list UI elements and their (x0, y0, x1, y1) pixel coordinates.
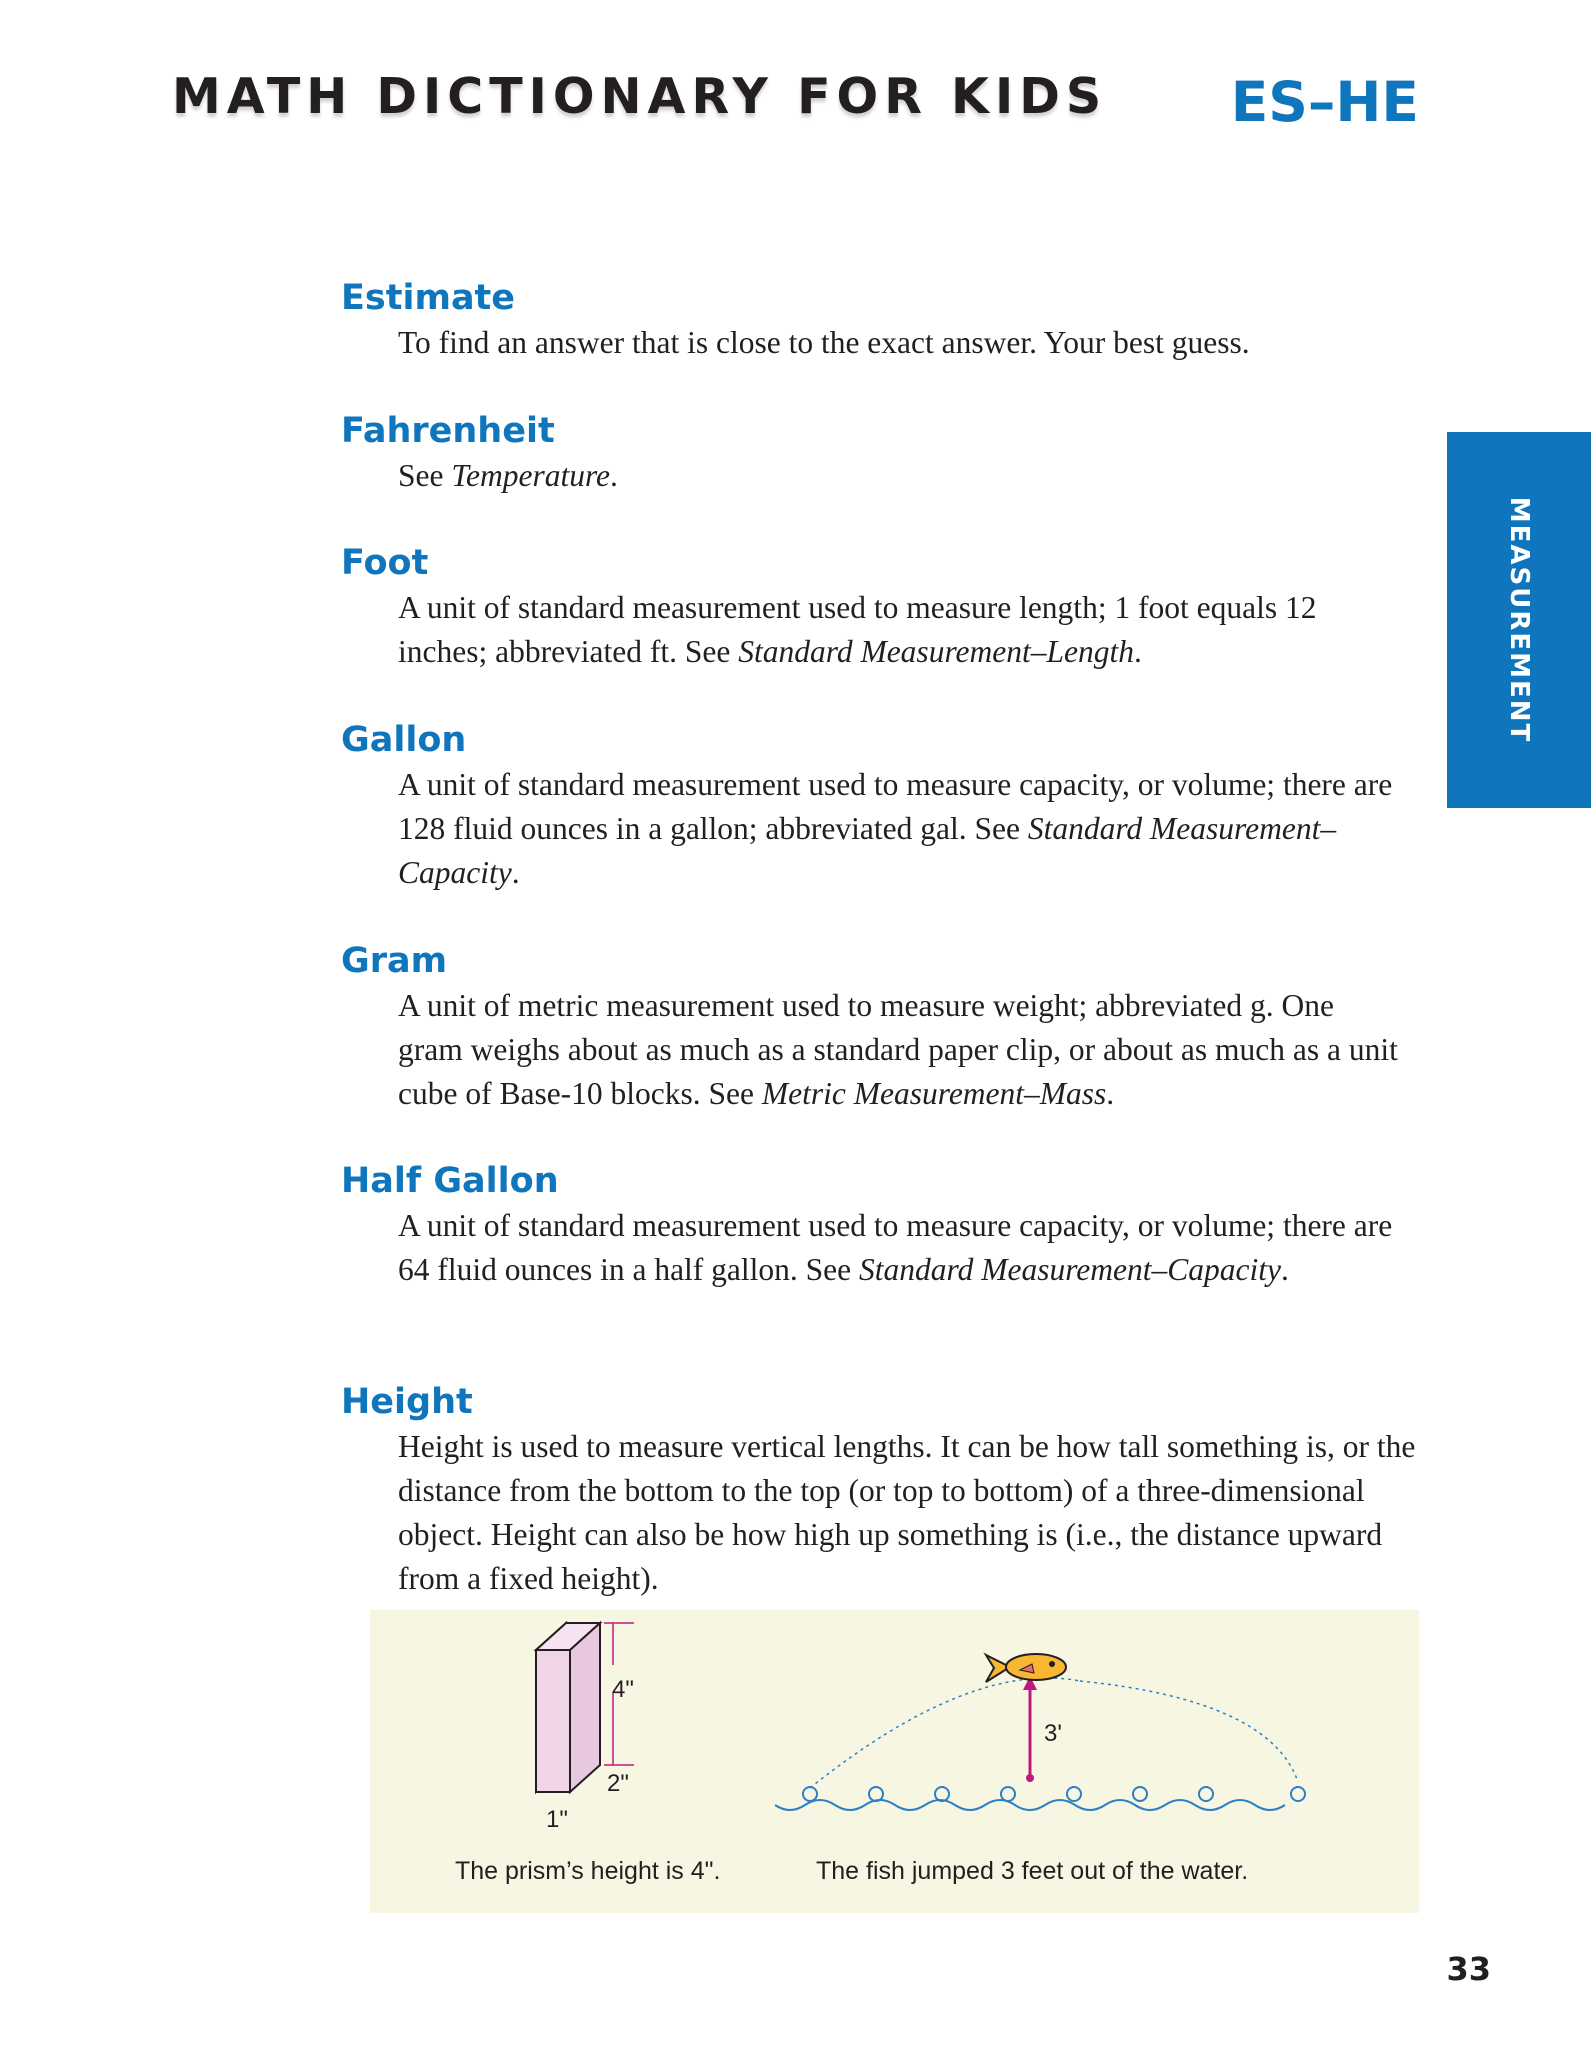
prism-figure (536, 1623, 634, 1792)
cross-reference: Standard Measurement–Capacity (859, 1252, 1281, 1287)
entry-term: Fahrenheit (341, 411, 555, 451)
fish-caption: The fish jumped 3 feet out of the water. (816, 1857, 1249, 1885)
prism-width-label: 1" (546, 1806, 568, 1833)
section-tab (1447, 432, 1591, 808)
cross-reference: Metric Measurement–Mass (761, 1076, 1107, 1111)
entry-definition: A unit of standard measurement used to measure length; 1 foot equals 12 inches; abbreviated ft. See Standard Measurement–Length. (398, 590, 1317, 669)
entry-gallon (341, 717, 1421, 895)
fish-jump-label: 3' (1044, 1720, 1062, 1747)
entry-term: Estimate (341, 278, 516, 318)
height-illustration (370, 1610, 1419, 1913)
entry-term: Gallon (341, 720, 467, 760)
entry-term: Height (341, 1382, 473, 1422)
prism-caption: The prism’s height is 4". (455, 1857, 721, 1885)
jump-height-arrow (1023, 1676, 1037, 1782)
prism-height-label: 4" (612, 1676, 634, 1703)
entry-definition: To find an answer that is close to the exact answer. Your best guess. (398, 325, 1250, 360)
entry-range: ES–HE (1230, 70, 1419, 134)
entry-definition: A unit of metric measurement used to measure weight; abbreviated g. One gram weighs about as much as a standard paper clip, or about as much as a unit cube of Base-10 blocks. See Metric Measurement–Mass. (398, 988, 1398, 1111)
entry-height (341, 1379, 1421, 1601)
water-waves (775, 1787, 1305, 1810)
fish-icon (986, 1654, 1066, 1682)
prism-depth-label: 2" (607, 1770, 629, 1797)
entry-gram (341, 938, 1421, 1116)
entry-term: Half Gallon (341, 1161, 559, 1201)
section-tab-label: MEASUREMENT (1504, 496, 1534, 744)
entry-foot (341, 540, 1421, 674)
entry-definition: Height is used to measure vertical lengths. It can be how tall something is, or the distance from the bottom to the top (or top to bottom) of a three-dimensional object. Height can also be how high up something is (i.e., the distance upward from a fixed height). (398, 1429, 1416, 1596)
entry-definition: A unit of standard measurement used to measure capacity, or volume; there are 128 fluid ounces in a gallon; abbreviated gal. See Standard Measurement–Capacity. (398, 767, 1393, 890)
entry-fahrenheit (341, 408, 1421, 498)
page-number: 33 (1446, 1950, 1491, 1988)
cross-reference: Standard Measurement–Capacity (398, 811, 1337, 890)
entry-term: Gram (341, 941, 448, 981)
entry-estimate (341, 275, 1421, 365)
entry-definition: A unit of standard measurement used to measure capacity, or volume; there are 64 fluid ounces in a half gallon. See Standard Measurement–Capacity. (398, 1208, 1393, 1287)
entry-half-gallon (341, 1158, 1421, 1292)
cross-reference: Temperature (451, 458, 611, 493)
book-title: MATH DICTIONARY FOR KIDS (172, 68, 1108, 125)
cross-reference: Standard Measurement–Length (738, 634, 1134, 669)
entry-definition: See Temperature. (398, 458, 618, 493)
entry-term: Foot (341, 543, 429, 583)
